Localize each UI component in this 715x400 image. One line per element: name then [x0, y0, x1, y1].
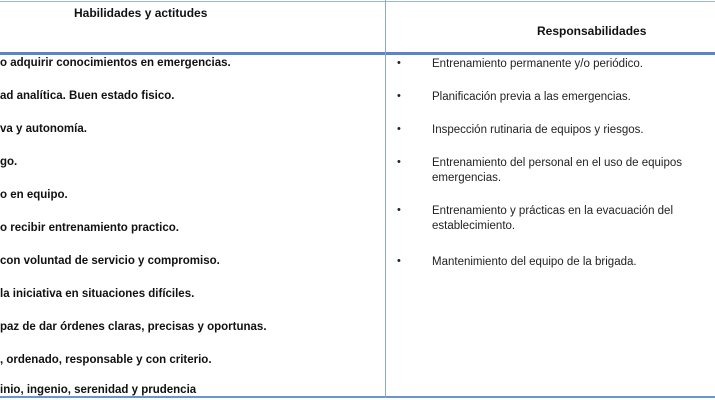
responsibility-item [386, 204, 715, 240]
responsibility-text [432, 123, 715, 138]
responsibility-line: establecimiento. [432, 220, 516, 232]
skill-item: , ordenado, responsable y con criterio. [0, 354, 212, 366]
bullet-icon: • [397, 156, 401, 168]
skill-item: ad analítica. Buen estado fisico. [0, 90, 175, 102]
skill-item: go. [0, 156, 18, 168]
responsibility-item [386, 255, 715, 291]
responsibility-item [386, 156, 715, 192]
skill-item: paz de dar órdenes claras, precisas y oportunas. [0, 321, 267, 333]
skill-item: o recibir entrenamiento practico. [0, 222, 179, 234]
header-separator [0, 52, 715, 55]
responsibility-line: Entrenamiento del personal en el uso de equipos [432, 157, 682, 169]
responsibility-item [386, 123, 715, 159]
bullet-icon: • [397, 57, 401, 69]
table-bottom-border [0, 396, 715, 398]
skill-item: inio, ingenio, serenidad y prudencia [0, 384, 197, 396]
responsibility-item [386, 57, 715, 93]
skill-item: con voluntad de servicio y compromiso. [0, 255, 220, 267]
skill-item: o en equipo. [0, 189, 68, 201]
bullet-icon: • [397, 255, 401, 267]
responsibility-line: emergencias. [432, 172, 502, 184]
header-responsabilidades: Responsabilidades [537, 24, 647, 38]
responsibility-line: Entrenamiento y prácticas en la evacuación del [432, 205, 674, 217]
bullet-icon: • [397, 123, 401, 135]
responsibility-line: Mantenimiento del equipo de la brigada. [432, 256, 637, 268]
skill-item: la iniciativa en situaciones difíciles. [0, 288, 195, 300]
skill-item: o adquirir conocimientos en emergencias. [0, 57, 231, 69]
responsibility-item [386, 90, 715, 126]
bullet-icon: • [397, 204, 401, 216]
responsibility-line: Planificación previa a las emergencias. [432, 91, 631, 103]
responsibility-text [432, 90, 715, 105]
bullet-icon: • [397, 90, 401, 102]
table-top-border [0, 1, 715, 2]
responsibility-line: Entrenamiento permanente y/o periódico. [432, 58, 643, 70]
responsibility-text [432, 57, 715, 72]
skill-item: va y autonomía. [0, 123, 87, 135]
responsibility-text [432, 255, 715, 270]
responsibility-text [432, 204, 715, 234]
header-habilidades: Habilidades y actitudes [74, 6, 208, 20]
responsibility-line: Inspección rutinaria de equipos y riesgos. [432, 124, 644, 136]
responsibility-text [432, 156, 715, 186]
